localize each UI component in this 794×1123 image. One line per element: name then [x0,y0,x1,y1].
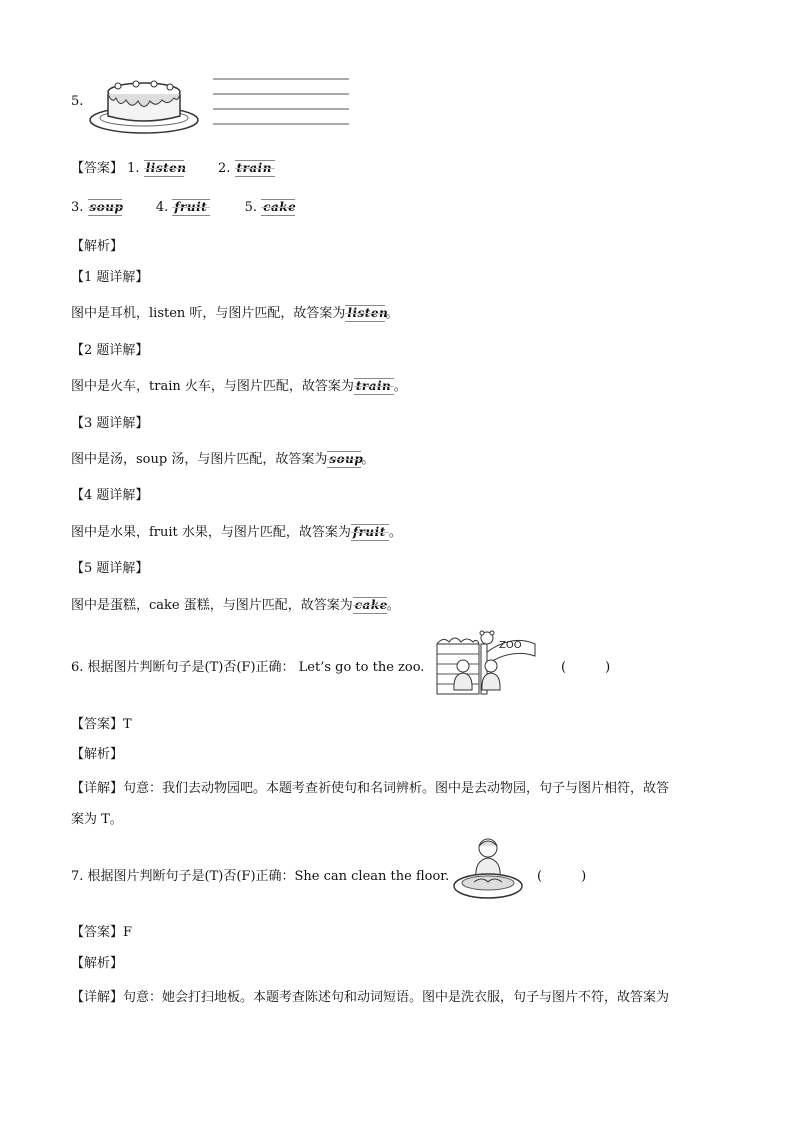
q6-answer: 【答案】T [71,717,132,732]
answer-num-2: 2. [217,161,231,176]
q5-number: 5. [71,94,84,109]
detail-word-2: train [354,378,394,395]
detail-heading-5: 【5 题详解】 [71,561,149,576]
detail-line-4: 图中是水果，fruit 水果，与图片匹配，故答案为 fruit 。 [71,525,402,540]
answer-word-2: train [235,160,275,177]
answer-row-1 [71,157,275,177]
cake-illustration [88,74,200,136]
q6-detail-line-1: 【详解】句意：我们去动物园吧。本题考查祈使句和名词辨析。图中是去动物园，句子与图片相符，故答 [71,781,670,796]
zoo-illustration [437,630,537,700]
washing-clothes-illustration [452,836,526,906]
detail-word-1: listen [347,306,389,320]
detail-heading-1: 【1 题详解】 [71,270,149,285]
q6-answer-paren: ( ) [561,660,611,675]
detail-word-3: soup [329,452,364,466]
answer-row-2 [71,199,295,216]
answer-label: 【答案】 [71,161,124,176]
answer-num-4: 4. [155,200,169,215]
answer-num-1: 1. [127,161,140,176]
answer-num-3: 3. [71,200,84,215]
answer-word-4: fruit [172,199,210,216]
q7-question: 7. 根据图片判断句子是(T)否(F)正确：She can clean the floor. [71,869,450,884]
q7-detail-line-1: 【详解】句意：她会打扫地板。本题考查陈述句和动词短语。图中是洗衣服，句子与图片不符，故答案为 [71,990,670,1005]
detail-line-1: 图中是耳机，listen 听，与图片匹配，故答案为 listen。 [71,306,399,321]
answer-word-5: cake [263,200,297,214]
analysis-heading: 【解析】 [71,239,124,254]
q7-answer: 【答案】F [71,925,133,940]
detail-line-5: 图中是蛋糕，cake 蛋糕，与图片匹配，故答案为 cake。 [71,598,400,613]
answer-num-5: 5. [244,200,258,215]
q5-writing-lines [213,78,351,126]
detail-word-5: cake [354,598,388,612]
q6-question: 6. 根据图片判断句子是(T)否(F)正确： Let’s go to the zoo. [71,660,425,675]
detail-heading-3: 【3 题详解】 [71,416,149,431]
detail-line-2: 图中是火车，train 火车，与图片匹配，故答案为 train 。 [71,379,407,394]
detail-word-4: fruit [351,524,389,541]
q6-detail-line-2: 案为 T。 [71,812,123,827]
answer-word-3: soup [89,200,124,214]
q7-answer-paren: ( ) [537,869,587,884]
q7-analysis-heading: 【解析】 [71,956,124,971]
detail-heading-2: 【2 题详解】 [71,343,149,358]
detail-line-3: 图中是汤，soup 汤，与图片匹配，故答案为 soup。 [71,452,375,467]
q6-analysis-heading: 【解析】 [71,747,124,762]
detail-heading-4: 【4 题详解】 [71,488,149,503]
answer-word-1: listen [145,161,187,175]
zoo-sign-text: ZOO [499,640,522,651]
